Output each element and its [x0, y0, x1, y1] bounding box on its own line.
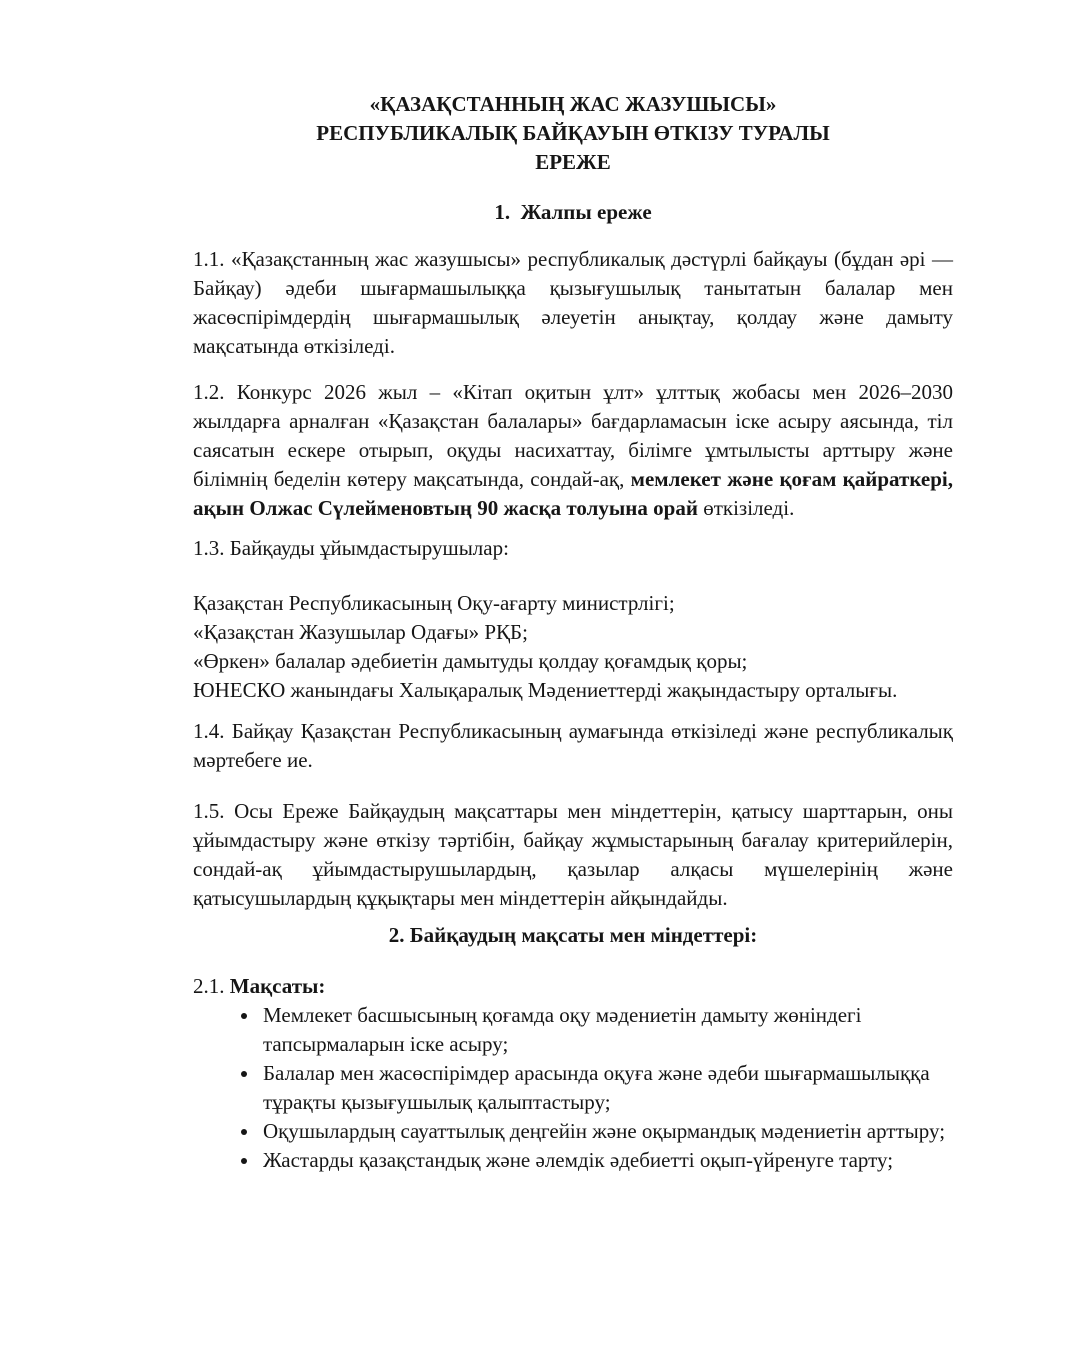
- organizer-item-1: Қазақстан Республикасының Оқу-ағарту министрлігі;: [193, 591, 675, 615]
- section-2-heading: 2. Байқаудың мақсаты мен міндеттері:: [388, 923, 758, 947]
- paragraph-1-5: 1.5. Осы Ереже Байқаудың мақсаттары мен міндеттерін, қатысу шарттарын, оны ұйымдастыру және өткізу тәртібін, байқау жұмыстарының бағалау критерийлерін, сондай-ақ ұйымдастырушылардың, қазылар алқасы мүшелерінің және қатысушылардың құқықтары мен міндеттерін айқындайды.: [193, 799, 953, 910]
- organizer-item-2: «Қазақстан Жазушылар Одағы» РҚБ;: [193, 620, 528, 644]
- paragraph-1-2-bold-text: мемлекет және қоғам қайраткері, ақын Олжас Сүлейменовтың 90 жасқа толуына орай: [193, 467, 953, 520]
- title-line-1: «ҚАЗАҚСТАННЫҢ ЖАС ЖАЗУШЫСЫ»: [369, 92, 777, 116]
- section-1-heading: 1. Жалпы ереже: [494, 200, 652, 224]
- organizer-item-3: «Өркен» балалар әдебиетін дамытуды қолдау қоғамдық қоры;: [193, 649, 748, 673]
- goals-list: [193, 1001, 953, 1175]
- organizers-list: [193, 589, 953, 705]
- goal-item-4: • Жастарды қазақстандық және әлемдік әдебиетті оқып-үйренуге тарту;: [260, 1146, 953, 1175]
- paragraph-1-1: 1.1. «Қазақстанның жас жазушысы» республикалық дәстүрлі байқауы (бұдан әрі — Байқау) әдеби шығармашылыққа қызығушылық танытатын балалар мен жасөспірімдердің шығармашылық әлеуетін анықтау, қолдау және дамыту мақсатында өткізіледі.: [193, 247, 953, 358]
- paragraph-1-2-text: 1.2. Конкурс 2026 жыл – «Кітап оқитын ұлт» ұлттық жобасы мен 2026–2030 жылдарға арналған «Қазақстан балалары» бағдарламасын іске асыру аясында, тіл саясатын ескере отырып, оқуды насихаттау, білімге ұмтылысты арттыру және білімнің беделін көтеру мақсатында, сондай-ақ,: [193, 380, 953, 491]
- title-line-2: РЕСПУБЛИКАЛЫҚ БАЙҚАУЫН ӨТКІЗУ ТУРАЛЫ: [316, 121, 830, 145]
- title-line-3: ЕРЕЖЕ: [535, 150, 611, 174]
- goal-item-2: • Балалар мен жасөспірімдер арасында оқуға және әдеби шығармашылыққа тұрақты қызығушылық қалыптастыру;: [260, 1059, 953, 1117]
- paragraph-2-1: [193, 972, 953, 1001]
- organizer-item-4: ЮНЕСКО жанындағы Халықаралық Мәдениеттерді жақындастыру орталығы.: [193, 678, 898, 702]
- paragraph-2-1-number: 2.1.: [193, 974, 230, 998]
- paragraph-1-2-tail-text: өткізіледі.: [697, 496, 795, 520]
- document-title: [193, 90, 953, 177]
- paragraph-1-3: 1.3. Байқауды ұйымдастырушылар:: [193, 536, 509, 560]
- paragraph-2-1-label: Мақсаты:: [229, 974, 326, 998]
- paragraph-1-2: [193, 378, 953, 523]
- paragraph-1-4: 1.4. Байқау Қазақстан Республикасының аумағында өткізіледі және республикалық мәртебеге ие.: [193, 719, 953, 772]
- goal-item-3: • Оқушылардың сауаттылық деңгейін және оқырмандық мәдениетін арттыру;: [260, 1117, 953, 1146]
- goal-item-1: • Мемлекет басшысының қоғамда оқу мәдениетін дамыту жөніндегі тапсырмаларын іске асыру;: [260, 1001, 953, 1059]
